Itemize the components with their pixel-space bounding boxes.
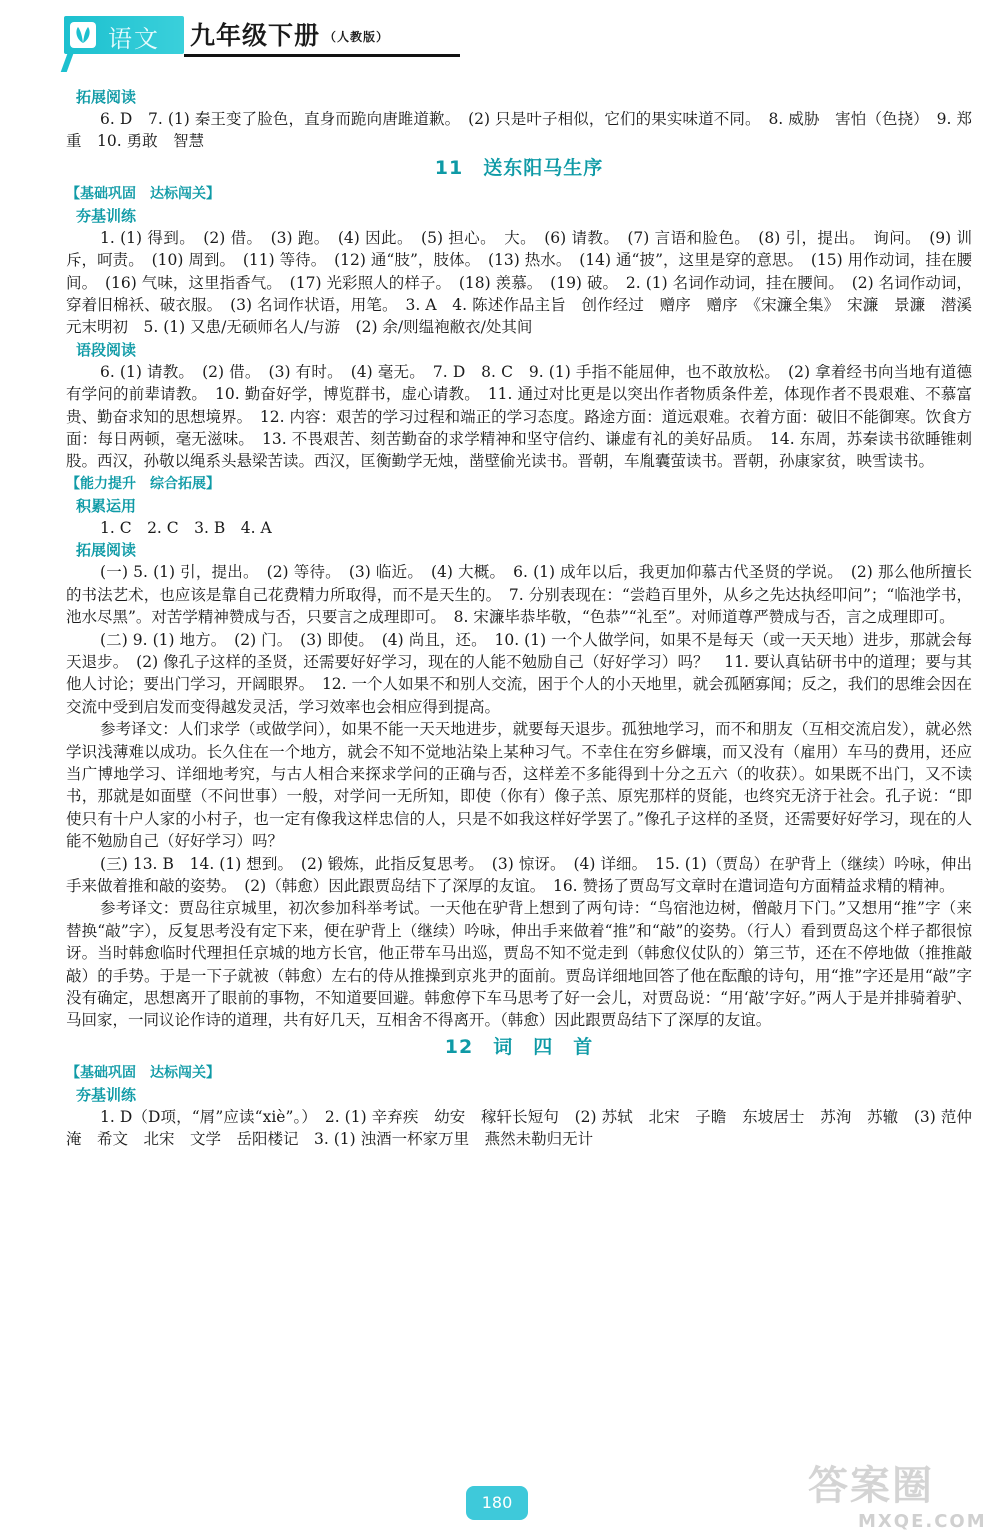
section-bracket-heading: 【能力提升 综合拓展】 [66, 475, 220, 492]
watermark [808, 1454, 988, 1532]
answer-paragraph: 1. (1) 得到。 (2) 借。 (3) 跑。 (4) 因此。 (5) 担心。 大。 (6) 请教。 (7) 言语和脸色。 (8) 引，提出。 询问。 (9) 训斥，呵责。 (10) 周到。 (11) 等待。 (12) 通“肢”，肢体。 (13) 热水。 (14) 通“披”，这里是穿的意思。 (15) 用作动词，挂在腰间。 (16) 气味，这里指香气。 (17) 光彩照人的样子。 (18) 羡慕。 (19) 破。 2. (1) 名词作动词，挂在腰间。 (2) 名词作动词，穿着旧棉袄、破衣服。 (3) 名词作状语，用笔。 3. A 4. 陈述作品主旨 创作经过 赠序 赠序 《宋濂全集》 宋濂 景濂 潜溪 元末明初 5. (1) 又患/无硕师名人/与游 (2) 余/则缊袍敝衣/处其间 [66, 228, 988, 337]
answer-paragraph: 6. (1) 请教。 (2) 借。 (3) 有时。 (4) 毫无。 7. D 8. C 9. (1) 手指不能屈伸，也不敢放松。 (2) 拿着经书向当地有道德有学问的前辈请教。 10. 勤奋好学，博览群书，虚心请教。 11. 通过对比更是以突出作者物质条件差，体现作者不畏艰难、不慕富贵、勤奋求知的思想境界。 12. 内容：艰苦的学习过程和端正的学习态度。路途方面：道远艰难。衣着方面：破旧不能御寒。饮食方面：每日两顿，毫无滋味。 13. 不畏艰苦、刻苦勤奋的求学精神和坚守信约、谦虚有礼的美好品质。 14. 东周，苏秦读书欲睡锥刺股。西汉，孙敬以绳系头悬梁苦读。西汉，匡衡勤学无烛，凿壁偷光读书。晋朝，车胤囊萤读书。晋朝，孙康家贫，映雪读书。 [66, 362, 972, 471]
edition-label: （人教版） [324, 30, 390, 44]
watermark-url: MXQE.COM [858, 1511, 987, 1532]
page-header [64, 12, 404, 58]
grade-label: 九年级下册 [190, 21, 321, 50]
answer-paragraph: (一) 5. (1) 引，提出。 (2) 等待。 (3) 临近。 (4) 大概。 6. (1) 成年以后，我更加仰慕古代圣贤的学说。 (2) 那么他所擅长的书法艺术，也应该是靠自己花费精力所取得，而不是天生的。 7. 分别表现在：“尝趋百里外，从乡之先达执经叩问”；“临池学书，池水尽黑”。对苦学精神赞成与否，只要言之成理即可。 8. 宋濂毕恭毕敬，“色恭”“礼至”。对师道尊严赞成与否，言之成理即可。 [66, 563, 972, 627]
answer-paragraph: 6. D 7. (1) 秦王变了脸色，直身而跪向唐雎道歉。 (2) 只是叶子相似，它们的果实味道不同。 8. 威胁 害怕（色挠） 9. 郑重 10. 勇敢 智慧 [66, 110, 972, 151]
grade-title [190, 16, 389, 52]
answer-paragraph: 1. C 2. C 3. B 4. A [100, 518, 272, 537]
subsection-heading: 语段阅读 [76, 340, 137, 359]
subsection-heading: 拓展阅读 [76, 541, 137, 560]
section-bracket-heading: 【基础巩固 达标闯关】 [66, 1064, 220, 1081]
subsection-heading: 拓展阅读 [76, 88, 137, 106]
subject-badge [64, 16, 184, 54]
subsection-heading: 积累运用 [76, 496, 137, 515]
section-title: 12 词 四 首 [444, 1035, 594, 1058]
leaf-icon [70, 22, 96, 48]
header-rule [184, 54, 460, 57]
answer-paragraph: 参考译文：贾岛往京城里，初次参加科举考试。一天他在驴背上想到了两句诗：“鸟宿池边树，僧敲月下门。”又想用“推”字（来替换“敲”字），反复思考没有定下来，便在驴背上（继续）吟咏，伸出手来做着“推”和“敲”的姿势。（行人）看到贾岛这个样子都很惊讶。当时韩愈临时代理担任京城的地方长官，他正带车马出巡，贾岛不知不觉走到（韩愈仪仗队的）第三节，还在不停地做（推推敲敲）的手势。于是一下子就被（韩愈）左右的侍从推操到京兆尹的面前。贾岛详细地回答了他在酝酿的诗句，用“推”字还是用“敲”字没有确定，思想离开了眼前的事物，不知道要回避。韩愈停下车马思考了好一会儿，对贾岛说：“用‘敲’字好。”两人于是并排骑着驴、马回家，一同议论作诗的道理，共有好几天，互相舍不得离开。（韩愈）因此跟贾岛结下了深厚的友谊。 [66, 899, 972, 1030]
answer-paragraph: 1. D（D项，“屑”应读“xiè”。） 2. (1) 辛弃疾 幼安 稼轩长短句 (2) 苏轼 北宋 子瞻 东坡居士 苏洵 苏辙 (3) 范仲淹 希文 北宋 文学 岳阳楼记 3. (1) 浊酒一杯家万里 燕然未勒归无计 [66, 1107, 972, 1149]
answer-content [66, 86, 988, 1151]
subsection-heading: 夯基训练 [76, 1085, 137, 1104]
answer-paragraph: 参考译文：人们求学（或做学问），如果不能一天天地进步，就要每天退步。孤独地学习，而不和朋友（互相交流启发），就必然学识浅薄难以成功。长久住在一个地方，就会不知不觉地沾染上某种习气。不幸住在穷乡僻壤，而又没有（雇用）车马的费用，还应当广博地学习、详细地考究，与古人相合来探求学问的正确与否，这样差不多能得到十分之五六（的收获）。如果既不出门，又不读书，那就是如面壁（不问世事）一般，对学问一无所知，即使（你有）像子羔、原宪那样的贤能，也终究无济于社会。孔子说：“即使只有十户人家的小村子，也一定有像我这样忠信的人，只是不如我这样好学罢了。”像孔子这样的圣贤，还需要好好学习，现在的人能不勉励自己（好好学习）吗？ [66, 720, 972, 851]
subject-label: 语文 [108, 25, 160, 53]
subsection-heading: 夯基训练 [76, 206, 137, 225]
section-bracket-heading: 【基础巩固 达标闯关】 [66, 185, 220, 202]
answer-paragraph: (三) 13. B 14. (1) 想到。 (2) 锻炼，此指反复思考。 (3) 惊讶。 (4) 详细。 15. (1)（贾岛）在驴背上（继续）吟咏，伸出手来做着推和敲的姿势。 (2)（韩愈）因此跟贾岛结下了深厚的友谊。 16. 赞扬了贾岛写文章时在遣词造句方面精益求精的精神。 [66, 854, 972, 895]
page-number: 180 [466, 1486, 528, 1520]
watermark-logo-text: 答案圈 [808, 1463, 934, 1509]
section-title: 11 送东阳马生序 [434, 156, 604, 179]
header-accent [61, 54, 74, 72]
answer-paragraph: (二) 9. (1) 地方。 (2) 门。 (3) 即使。 (4) 尚且，还。 10. (1) 一个人做学问，如果不是每天（或一天天地）进步，那就会每天退步。 (2) 像孔子这样的圣贤，还需要好好学习，现在的人能不勉励自己（好好学习）吗？ 11. 要认真钻研书中的道理；要与其他人讨论；要出门学习，开阔眼界。 12. 一个人如果不和别人交流，困于个人的小天地里，就会孤陋寡闻；反之，我们的思维会因在交流中受到启发而变得越发灵活，学习效率也会相应得到提高。 [66, 630, 972, 716]
